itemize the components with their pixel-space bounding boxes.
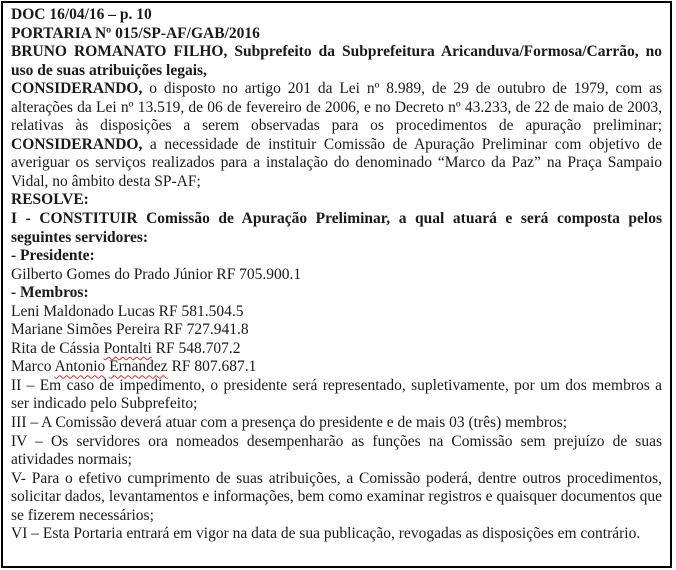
item-v [11, 470, 662, 526]
item-i [11, 210, 662, 247]
doc-header-line [11, 6, 662, 25]
text-segment: Rita de Cássia [11, 339, 104, 357]
text-segment: - Presidente: [11, 247, 95, 265]
item-iv [11, 433, 662, 470]
text-segment: III – A Comissão deverá atuar com a presença do presidente e de mais 03 (três) membros; [11, 414, 568, 432]
presidente-name [11, 266, 662, 285]
misspelled-word: Ernandez [109, 358, 168, 376]
text-segment: o disposto no artigo 201 da Lei nº 8.989, de 29 de outubro de 1979, com as alterações da Lei nº 13.519, de 06 de fevereiro de 2006, e no Decreto nº 43.233, de 22 de maio de 2003, relativas às disposições a serem observadas para os procedimentos de apuração preliminar; [11, 80, 662, 135]
text-segment: Leni Maldonado Lucas RF 581.504.5 [11, 302, 244, 320]
text-segment: RF 548.707.2 [151, 339, 241, 357]
text-segment: PORTARIA Nº 015/SP-AF/GAB/2016 [11, 24, 260, 42]
text-segment: BRUNO ROMANATO FILHO, Subprefeito da Subprefeitura Aricanduva/Formosa/Carrão, no uso de suas atribuições legais, [11, 43, 662, 79]
text-segment: CONSIDERANDO, [11, 135, 143, 153]
text-segment: RESOLVE: [11, 191, 89, 209]
text-segment: Gilberto Gomes do Prado Júnior RF 705.900.1 [11, 265, 302, 283]
text-segment: Marco [11, 358, 55, 376]
text-segment: V- Para o efetivo cumprimento de suas atribuições, a Comissão poderá, dentre outros procedimentos, solicitar dados, levantamentos e informações, bem como examinar registros e quaisquer documentos que se fizerem necessários; [11, 469, 662, 524]
considerando-paragraph [11, 80, 662, 191]
membro-3 [11, 340, 662, 359]
text-segment: VI – Esta Portaria entrará em vigor na data de sua publicação, revogadas as disposições em contrário. [11, 525, 641, 543]
text-segment: I - CONSTITUIR Comissão de Apuração Preliminar, a qual atuará e será composta pelos seguintes servidores: [11, 210, 662, 246]
text-segment: a necessidade de instituir Comissão de Apuração Preliminar com objetivo de averiguar os serviços realizados para a instalação do denominado “Marco da Paz” na Praça Sampaio Vidal, no âmbito desta SP-AF; [11, 135, 662, 190]
item-iii [11, 414, 662, 433]
membro-2 [11, 321, 662, 340]
resolve-line [11, 191, 662, 210]
membro-1 [11, 303, 662, 322]
text-segment: Mariane Simões Pereira RF 727.941.8 [11, 321, 249, 339]
membro-4 [11, 358, 662, 377]
text-segment: RF 807.687.1 [167, 358, 257, 376]
text-segment: - Membros: [11, 284, 89, 302]
presidente-heading [11, 247, 662, 266]
text-segment: II – Em caso de impedimento, o presidente será representado, supletivamente, por um dos membros a ser indicado pelo Subprefeito; [11, 376, 662, 413]
portaria-number-line [11, 25, 662, 44]
text-segment: CONSIDERANDO, [11, 80, 143, 98]
misspelled-word: Antonio [54, 358, 106, 376]
item-vi [11, 525, 662, 544]
authority-line [11, 43, 662, 80]
misspelled-word: Pontalti [103, 339, 152, 357]
text-segment: IV – Os servidores ora nomeados desempenharão as funções na Comissão sem prejuízo de suas atividades normais; [11, 432, 662, 469]
item-ii [11, 377, 662, 414]
document-page [1, 1, 672, 568]
text-segment: DOC 16/04/16 – p. 10 [11, 6, 152, 23]
document-body [11, 6, 662, 544]
membros-heading [11, 284, 662, 303]
